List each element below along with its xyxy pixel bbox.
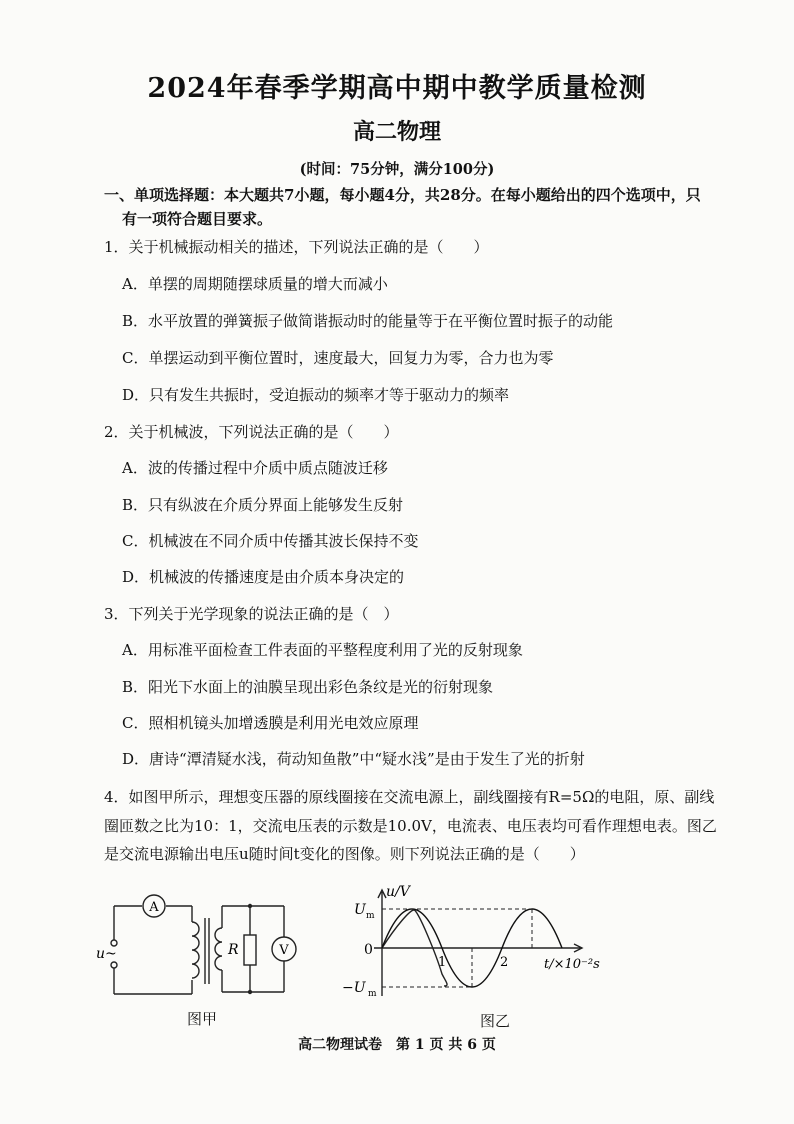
question-1-option-d: D．只有发生共振时，受迫振动的频率才等于驱动力的频率 (122, 386, 510, 404)
question-2-option-d: D．机械波的传播速度是由介质本身决定的 (122, 568, 405, 586)
x-axis-label: t/×10⁻²s (544, 957, 600, 972)
question-2-option-c: C．机械波在不同介质中传播其波长保持不变 (122, 532, 419, 550)
exam-subject: 高二物理 (352, 119, 441, 145)
y-axis-label: u/V (386, 884, 410, 900)
source-label: u~ (96, 946, 117, 962)
question-4-line3: 是交流电源输出电压u随时间t变化的图像。则下列说法正确的是（ ） (104, 845, 585, 863)
page-footer: 高二物理试卷 第 1 页 共 6 页 (298, 1037, 496, 1053)
question-4-line1: 4．如图甲所示，理想变压器的原线圈接在交流电源上，副线圈接有R=5Ω的电阻，原、副线 (104, 788, 715, 806)
figure-b-voltage-graph (334, 884, 624, 1004)
question-3-option-a: A．用标准平面检查工件表面的平整程度利用了光的反射现象 (122, 641, 523, 659)
figure-a-circuit-diagram (92, 888, 312, 1000)
question-2-option-a: A．波的传播过程中介质中质点随波迁移 (122, 459, 388, 477)
tick-1-label: 1 (438, 955, 447, 970)
question-2-option-b: B．只有纵波在介质分界面上能够发生反射 (122, 496, 404, 514)
question-3-option-b: B．阳光下水面上的油膜呈现出彩色条纹是光的衍射现象 (122, 678, 494, 696)
question-3-option-d: D．唐诗“潭清疑水浅，荷动知鱼散”中“疑水浅”是由于发生了光的折射 (122, 750, 585, 768)
question-4-stem (104, 783, 754, 869)
question-3-option-c: C．照相机镜头加增透膜是利用光电效应原理 (122, 714, 419, 732)
neg-um-sub-label: m (368, 989, 377, 999)
question-1-option-c: C．单摆运动到平衡位置时，速度最大，回复力为零，合力也为零 (122, 349, 554, 367)
question-1-option-b: B．水平放置的弹簧振子做简谐振动时的能量等于在平衡位置时振子的动能 (122, 312, 614, 330)
um-sub-label: m (366, 911, 375, 921)
tick-2-label: 2 (500, 955, 509, 970)
section-heading (104, 183, 754, 231)
ammeter-label: A (149, 900, 159, 915)
figure-a-caption: 图甲 (187, 1010, 218, 1028)
exam-title: 2024年春季学期高中期中教学质量检测 (147, 73, 647, 104)
voltmeter-label: V (279, 943, 289, 958)
neg-um-label: −U (342, 980, 366, 996)
question-3-stem: 3．下列关于光学现象的说法正确的是（ ） (104, 605, 399, 623)
section-heading-line2: 有一项符合题目要求。 (122, 210, 273, 228)
question-1-stem: 1．关于机械振动相关的描述，下列说法正确的是（ ） (104, 238, 489, 256)
exam-time-info: (时间：75分钟，满分100分) (299, 161, 495, 178)
question-1-option-a: A．单摆的周期随摆球质量的增大而减小 (122, 275, 388, 293)
question-4-line2: 圈匝数之比为10：1，交流电压表的示数是10.0V，电流表、电压表均可看作理想电表。图乙 (104, 816, 717, 835)
figure-b-caption: 图乙 (480, 1012, 511, 1030)
um-label: U (354, 902, 366, 918)
section-heading-line1: 一、单项选择题：本大题共7小题，每小题4分，共28分。在每小题给出的四个选项中，只 (104, 186, 701, 204)
resistor-label: R (228, 942, 239, 958)
origin-label: 0 (364, 942, 373, 958)
question-2-stem: 2．关于机械波，下列说法正确的是（ ） (104, 423, 399, 441)
